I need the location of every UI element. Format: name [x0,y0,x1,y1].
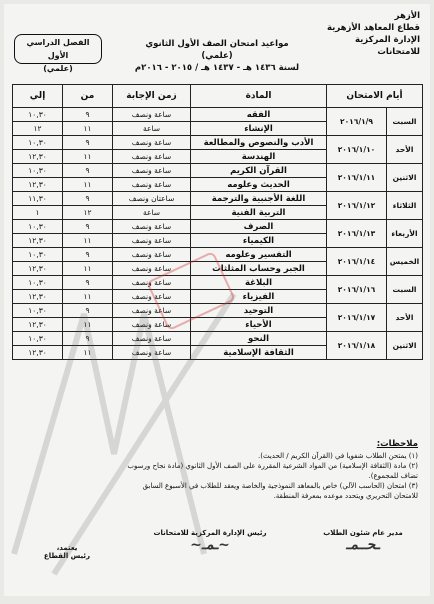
exam-day: السبت [387,276,423,304]
subject-cell: الإنشاء [191,122,327,136]
duration-cell: ساعة ونصف [113,164,191,178]
duration-cell: ساعة ونصف [113,220,191,234]
to-time-cell: ١٢,٣٠ [13,346,63,360]
document-title [132,38,302,74]
table-row [13,136,423,150]
notes-title: ملاحظات: [376,439,418,449]
to-time-cell: ١٠,٣٠ [13,332,63,346]
to-time-cell: ١٠,٣٠ [13,164,63,178]
exam-date: ٢٠١٦/١/١٦ [327,276,387,304]
to-time-cell: ١٢,٣٠ [13,318,63,332]
to-time-cell: ١٢,٣٠ [13,234,63,248]
from-time-cell: ١١ [63,262,113,276]
approval-label: يعتمد، [56,544,78,552]
header-subject: المادة [191,85,327,108]
from-time-cell: ٩ [63,332,113,346]
from-time-cell: ١١ [63,318,113,332]
table-header-row [13,85,423,108]
exam-day: الاثنين [387,164,423,192]
subject-cell: التفسير وعلومه [191,248,327,262]
duration-cell: ساعة [113,206,191,220]
signature-sector-head [22,544,112,560]
table-row [13,164,423,178]
from-time-cell: ٩ [63,164,113,178]
header-from: من [63,85,113,108]
signature-dept-head [308,529,418,553]
from-time-cell: ١٢ [63,206,113,220]
from-time-cell: ١١ [63,290,113,304]
exam-day: الثلاثاء [387,192,423,220]
table-row [13,220,423,234]
exam-schedule-document [4,4,430,596]
term-line: الفصل الدراسي الأول [26,38,90,60]
duration-cell: ساعة ونصف [113,318,191,332]
from-time-cell: ١١ [63,178,113,192]
from-time-cell: ٩ [63,108,113,122]
signature-title: مدير عام شئون الطلاب [323,529,403,537]
duration-cell: ساعة ونصف [113,304,191,318]
duration-cell: ساعة ونصف [113,234,191,248]
subject-cell: الفيزياء [191,290,327,304]
handwritten-signature: ~ـمـ~ [190,537,230,553]
duration-cell: ساعة ونصف [113,290,191,304]
subject-cell: الأحياء [191,318,327,332]
from-time-cell: ٩ [63,304,113,318]
from-time-cell: ٩ [63,276,113,290]
from-time-cell: ١١ [63,346,113,360]
exam-day: الأحد [387,304,423,332]
note-item: (٢) مادة (الثقافة الإسلامية) من المواد الشرعية المقررة على الصف الأول الثانوي (مادة نجاح ورسوب تضاف للمجموع). [127,462,418,480]
org-line: قطاع المعاهد الأزهرية [326,23,420,33]
from-time-cell: ٩ [63,220,113,234]
to-time-cell: ١٠,٣٠ [13,220,63,234]
exam-day: الأربعاء [387,220,423,248]
subject-cell: الهندسة [191,150,327,164]
exam-date: ٢٠١٦/١/١٠ [327,136,387,164]
exam-day: الأحد [387,136,423,164]
subject-cell: الثقافة الإسلامية [191,346,327,360]
duration-cell: ساعة ونصف [113,276,191,290]
exam-day: السبت [387,108,423,136]
exam-date: ٢٠١٦/١/٩ [327,108,387,136]
to-time-cell: ١٠,٣٠ [13,276,63,290]
signature-title: رئيس الإدارة المركزية للامتحانات [153,529,267,537]
exam-date: ٢٠١٦/١/١١ [327,164,387,192]
exam-date: ٢٠١٦/١/١٣ [327,220,387,248]
duration-cell: ساعة ونصف [113,108,191,122]
header-exam-days: أيام الامتحان [327,85,423,108]
duration-cell: ساعة ونصف [113,150,191,164]
subject-cell: الجبر وحساب المثلثات [191,262,327,276]
org-line: الإدارة المركزية للامتحانات [354,35,420,57]
to-time-cell: ١٠,٣٠ [13,108,63,122]
notes-section [118,439,418,501]
duration-cell: ساعة ونصف [113,332,191,346]
org-line: الأزهر [394,11,420,21]
to-time-cell: ١١,٣٠ [13,192,63,206]
signature-title: رئيس القطاع [43,552,91,560]
header-duration: زمن الإجابة [113,85,191,108]
subject-cell: التوحيد [191,304,327,318]
table-row [13,192,423,206]
to-time-cell: ١٢,٣٠ [13,290,63,304]
to-time-cell: ١٢,٣٠ [13,262,63,276]
to-time-cell: ١ [13,206,63,220]
title-line: لسنة ١٤٣٦ هـ - ١٤٣٧ هـ / ٢٠١٥ - ٢٠١٦م [134,63,300,73]
from-time-cell: ٩ [63,136,113,150]
subject-cell: الفقه [191,108,327,122]
exam-date: ٢٠١٦/١/١٢ [327,192,387,220]
from-time-cell: ١١ [63,234,113,248]
signature-central-head [140,529,280,553]
to-time-cell: ١٠,٣٠ [13,304,63,318]
to-time-cell: ١٢,٣٠ [13,178,63,192]
subject-cell: اللغة الأجنبية والترجمة [191,192,327,206]
subject-cell: الحديث وعلومه [191,178,327,192]
exam-day: الخميس [387,248,423,276]
duration-cell: ساعتان ونصف [113,192,191,206]
subject-cell: الكيمياء [191,234,327,248]
exam-date: ٢٠١٦/١/١٤ [327,248,387,276]
subject-cell: البلاغة [191,276,327,290]
to-time-cell: ١٢ [13,122,63,136]
subject-cell: الأدب والنصوص والمطالعة [191,136,327,150]
schedule-body [13,108,423,360]
duration-cell: ساعة ونصف [113,346,191,360]
exam-date: ٢٠١٦/١/١٧ [327,304,387,332]
table-row [13,108,423,122]
note-item: (١) يمتحن الطلاب شفويا في (القرآن الكريم / الحديث). [258,452,418,460]
term-box [14,34,102,73]
subject-cell: القرآن الكريم [191,164,327,178]
table-row [13,332,423,346]
subject-cell: النحو [191,332,327,346]
duration-cell: ساعة ونصف [113,248,191,262]
subject-cell: التربية الفنية [191,206,327,220]
to-time-cell: ١٠,٣٠ [13,248,63,262]
to-time-cell: ١٠,٣٠ [13,136,63,150]
exam-day: الاثنين [387,332,423,360]
schedule-table [12,84,423,360]
organization-header [310,10,420,58]
title-line: مواعيد امتحان الصف الأول الثانوي (علمي) [145,39,289,61]
duration-cell: ساعة ونصف [113,262,191,276]
header-to: إلي [13,85,63,108]
duration-cell: ساعة ونصف [113,178,191,192]
note-item: (٣) امتحان (الحاسب الآلي) خاص بالمعاهد النموذجية والخاصة ويعقد للطلاب في الأسبوع السابق للامتحان التحريري ويتحدد موعده بمعرفة المنطقة. [142,482,418,500]
exam-date: ٢٠١٦/١/١٨ [327,332,387,360]
subject-cell: الصرف [191,220,327,234]
handwritten-signature: ـحــمـ [346,537,380,553]
from-time-cell: ١١ [63,122,113,136]
duration-cell: ساعة [113,122,191,136]
from-time-cell: ١١ [63,150,113,164]
term-line: (علمي) [43,64,73,73]
to-time-cell: ١٢,٣٠ [13,150,63,164]
duration-cell: ساعة ونصف [113,136,191,150]
from-time-cell: ٩ [63,192,113,206]
from-time-cell: ٩ [63,248,113,262]
